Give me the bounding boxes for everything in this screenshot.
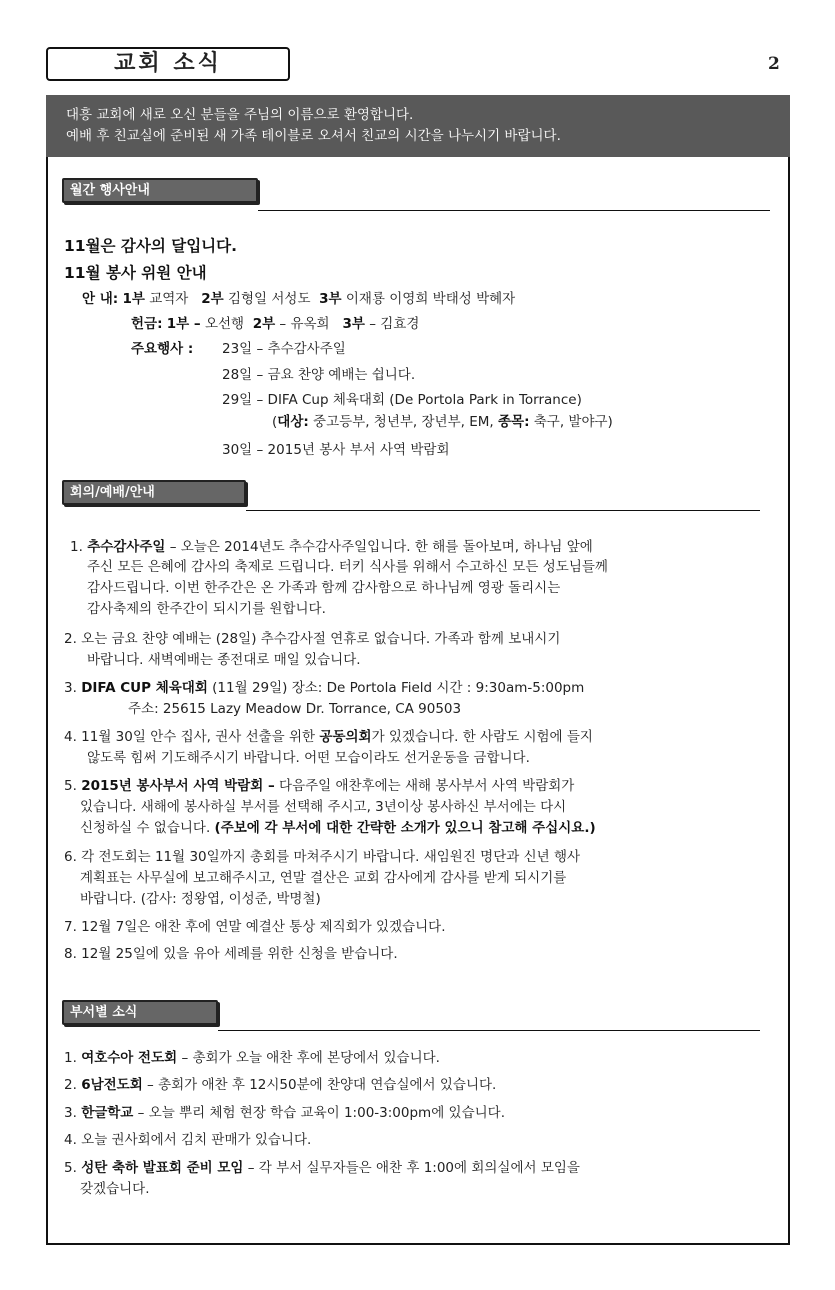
dept-item: 3. 한글학교 – 오늘 뿌리 체험 현장 학습 교육이 1:00-3:00pm에 있습니다.	[64, 1105, 505, 1121]
month-theme: 11월은 감사의 달입니다.	[64, 237, 238, 255]
usher-line: 안 내: 1부 교역자 2부 김형일 서성도 3부 이재룡 이영희 박태성 박혜자	[82, 291, 516, 307]
notice-item: 6. 각 전도회는 11월 30일까지 총회를 마쳐주시기 바랍니다. 새임원진 명단과 신년 행사	[64, 849, 581, 865]
dept-item: 2. 6남전도회 – 총회가 애찬 후 12시50분에 찬양대 연습실에서 있습니다.	[64, 1077, 497, 1093]
notice-item: 2. 오는 금요 찬양 예배는 (28일) 추수감사절 연휴로 없습니다. 가족과 함께 보내시기	[64, 631, 561, 647]
notice-line: 바랍니다. 새벽예배는 종전대로 매일 있습니다.	[87, 652, 361, 668]
notice-item: 8. 12월 25일에 있을 유아 세례를 위한 신청을 받습니다.	[64, 946, 398, 962]
event-item: 29일 – DIFA Cup 체육대회 (De Portola Park in Torrance)	[222, 392, 582, 408]
notice-line: 주소: 25615 Lazy Meadow Dr. Torrance, CA 90503	[128, 701, 462, 717]
welcome-line: 대흥 교회에 새로 오신 분들을 주님의 이름으로 환영합니다.	[66, 107, 414, 123]
notice-item: 3. DIFA CUP 체육대회 (11월 29일) 장소: De Portola Field 시간 : 9:30am-5:00pm	[64, 680, 585, 696]
welcome-banner	[46, 95, 790, 157]
event-item: 23일 – 추수감사주일	[222, 341, 346, 357]
events-label: 주요행사 :	[131, 341, 194, 357]
notice-line: 주신 모든 은혜에 감사의 축제로 드립니다. 터키 식사를 위해서 수고하신 모든 성도님들께	[87, 559, 608, 575]
section-rule	[258, 210, 770, 211]
dept-item: 5. 성탄 축하 발표회 준비 모임 – 각 부서 실무자들은 애찬 후 1:00에 회의실에서 모임을	[64, 1160, 580, 1176]
event-item: 28일 – 금요 찬양 예배는 쉽니다.	[222, 367, 416, 383]
notice-line: 감사축제의 한주간이 되시기를 원합니다.	[87, 601, 326, 617]
notice-item: 1. 추수감사주일 – 오늘은 2014년도 추수감사주일입니다. 한 해를 돌아보며, 하나님 앞에	[70, 539, 593, 555]
section-heading-dept: 부서별 소식	[62, 1000, 218, 1025]
notice-line: 있습니다. 새해에 봉사하실 부서를 선택해 주시고, 3년이상 봉사하신 부서에는 다시	[80, 799, 567, 815]
notice-item: 7. 12월 7일은 애찬 후에 연말 예결산 통상 제직회가 있겠습니다.	[64, 919, 446, 935]
notice-line: 바랍니다. (감사: 정왕엽, 이성준, 박명철)	[80, 891, 321, 907]
section-heading-monthly: 월간 행사안내	[62, 178, 258, 203]
page-title: 교회 소식	[46, 47, 290, 81]
event-detail: (대상: 중고등부, 청년부, 장년부, EM, 종목: 축구, 발야구)	[272, 414, 613, 430]
event-item: 30일 – 2015년 봉사 부서 사역 박람회	[222, 442, 450, 458]
notice-line: 신청하실 수 없습니다. (주보에 각 부서에 대한 간략한 소개가 있으니 참고해 주십시요.)	[80, 820, 596, 836]
offering-line: 헌금: 1부 – 오선행 2부 – 유옥희 3부 – 김효경	[131, 316, 420, 332]
dept-item: 1. 여호수아 전도회 – 총회가 오늘 애찬 후에 본당에서 있습니다.	[64, 1050, 440, 1066]
notice-line: 감사드립니다. 이번 한주간은 온 가족과 함께 감사함으로 하나님께 영광 돌리시는	[87, 580, 561, 596]
notice-item: 5. 2015년 봉사부서 사역 박람회 – 다음주일 애찬후에는 새해 봉사부서 사역 박람회가	[64, 778, 575, 794]
notice-line: 계획표는 사무실에 보고해주시고, 연말 결산은 교회 감사에게 감사를 받게 되시기를	[80, 870, 567, 886]
page-number: 2	[768, 54, 780, 74]
section-heading-meeting: 회의/예배/안내	[62, 480, 246, 505]
section-rule	[246, 510, 760, 511]
dept-line: 갖겠습니다.	[80, 1181, 150, 1197]
committee-title: 11월 봉사 위원 안내	[64, 264, 207, 282]
welcome-line: 예배 후 친교실에 준비된 새 가족 테이블로 오셔서 친교의 시간을 나누시기 바랍니다.	[66, 128, 561, 144]
notice-line: 않도록 힘써 기도해주시기 바랍니다. 어떤 모습이라도 선거운동을 금합니다.	[87, 750, 530, 766]
section-rule	[218, 1030, 760, 1031]
dept-item: 4. 오늘 권사회에서 김치 판매가 있습니다.	[64, 1132, 312, 1148]
notice-item: 4. 11월 30일 안수 집사, 권사 선출을 위한 공동의회가 있겠습니다. 한 사람도 시험에 들지	[64, 729, 593, 745]
